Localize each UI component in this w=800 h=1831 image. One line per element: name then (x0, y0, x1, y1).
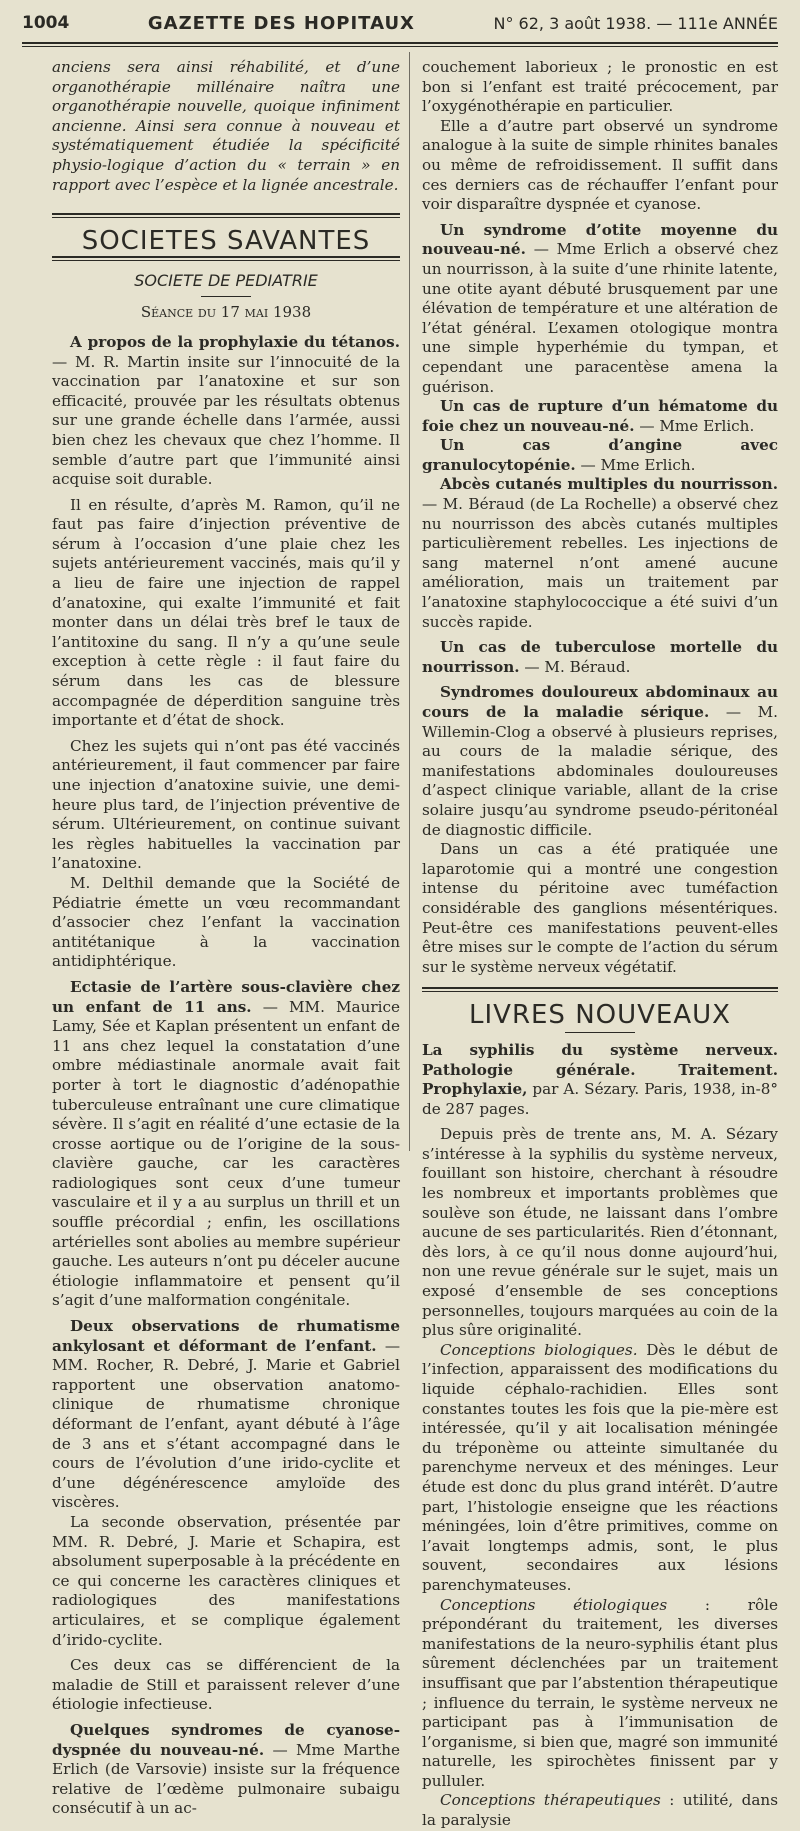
issue-info: N° 62, 3 août 1938. — 111e ANNÉE (493, 13, 778, 33)
article-text: — Mme Marthe Erlich (de Varsovie) insiste sur la fréquence relative de l’œdème pulmonaire subaigu consécutif à un ac- (52, 1740, 400, 1818)
article-rhumatisme (52, 1317, 400, 1513)
paragraph (422, 1596, 778, 1792)
paragraph-text: : rôle prépondérant du traitement, les diverses manifestations de la neuro-syphilis étant plus sûrement déclenchées par un traitement insuffisant que par l’abstention thérapeutique ; influence du terrain, le système nerveux ne participant pas à l’immunisation de l’organisme, si bien que, magré son immunité naturelle, les spirochètes finissent par y pulluler. (422, 1595, 778, 1790)
paragraph: Chez les sujets qui n’ont pas été vaccinés antérieurement, il faut commencer par faire une injection d’anatoxine suivie, une demi-heure plus tard, de l’injection préventive de sérum. Ultérieurement, on continue suivant les règles habituelles la vaccination par l’anatoxine. (52, 736, 400, 873)
article-tuberculose (422, 638, 778, 677)
article-title: Quelques syndromes de cyanose-dyspnée du nouveau-né. (52, 1720, 400, 1759)
paragraph: M. Delthil demande que la Société de Pédiatrie émette un vœu recommandant d’associer chez l’enfant la vaccination antitétanique à la vaccination antidiphtérique. (52, 873, 400, 971)
article-otite (422, 221, 778, 397)
article-title: A propos de la prophylaxie du tétanos. (70, 332, 400, 351)
article-text: — M. Béraud. (519, 657, 631, 676)
paragraph (422, 1341, 778, 1596)
paragraph: Dans un cas a été pratiquée une laparotomie qui a montré une congestion intense du péritoine avec tuméfaction considérable des ganglions mésentériques. Peut-être ces manifestations peuvent-elles être mises sur le compte de l’action du sérum sur le système nerveux végétatif. (422, 840, 778, 976)
article-hematome (422, 397, 778, 436)
article-ectasie (52, 978, 400, 1311)
paragraph: Ces deux cas se différencient de la maladie de Still et paraissent relever d’une étiologie infectieuse. (52, 1656, 400, 1714)
seance-date: Séance du 17 mai 1938 (140, 303, 312, 322)
article-text: — Mme Erlich a observé chez un nourrisson, à la suite d’une rhinite latente, une otite ayant débuté brusquement par une élévation de température et une altération de l’état général. L’examen otologique montra une simple hyperhémie du tympan, et cependant une paracentèse amena la guérison. (422, 240, 778, 396)
short-rule (565, 1032, 635, 1033)
page-number: 1004 (22, 13, 70, 33)
header-rule-thin (22, 46, 778, 47)
article-title: Un cas de tuberculose mortelle du nourrisson. (422, 638, 778, 676)
section-rule (52, 256, 400, 261)
article-text: — MM. Maurice Lamy, Sée et Kaplan présentent un enfant de 11 ans chez lequel la constatation d’une ombre médiastinale anormale avait fait porter à tort le diagnostic d’adénopathie tuberculeuse entraînant une cure climatique sévère. Il s’agit en réalité d’une ectasie de la crosse aortique ou de l’origine de la sous-clavière gauche, car les caractères radiologiques sont ceux d’une tumeur vasculaire et il y a au surplus un thrill et un souffle précordial ; enfin, les oscillations artérielles sont abolies au membre supérieur gauche. Les auteurs n’ont pu déceler aucune étiologie inflammatoire et pensent qu’il s’agit d’une malformation congénitale. (52, 997, 400, 1310)
section-rule (422, 987, 778, 992)
book-title: La syphilis du système nerveux. Pathologie générale. Traitement. Prophylaxie, (422, 1040, 778, 1099)
section-rule (52, 213, 400, 218)
article-title: Deux observations de rhumatisme ankylosant et déformant de l’enfant. (52, 1317, 400, 1355)
article-text: — Mme Erlich. (634, 416, 755, 435)
article-title: Un cas de rupture d’un hématome du foie chez un nouveau-né. (422, 397, 778, 435)
paragraph: Elle a d’autre part observé un syndrome analogue à la suite de simple rhinites banales ou même de refroidissement. Il suffit dans ces derniers cas de réchauffer l’enfant pour voir disparaître dyspnée et cyanose. (422, 116, 778, 214)
paragraph-text: : utilité, dans la paralysie (422, 1791, 778, 1830)
article-authors: — M. R. Martin (52, 352, 180, 371)
article-title: Un syndrome d’otite moyenne du nouveau-né. (422, 220, 778, 259)
header-rule (22, 42, 778, 44)
article-abces (422, 475, 778, 632)
article-text: — MM. Rocher, R. Debré, J. Marie et Gabriel rapportent une observation anatomo-clinique de rhumatisme chronique déformant de l’enfant, ayant débuté à l’âge de 3 ans et s’étant accompagné dans le cours de l’évolution d’une irido-cyclite et d’une dégénérescence amyloïde des viscères. (52, 1336, 401, 1512)
paragraph (422, 1791, 778, 1830)
paragraph: Il en résulte, d’après M. Ramon, qu’il ne faut pas faire d’injection préventive de sérum à l’occasion d’une plaie chez les sujets antérieurement vaccinés, mais qu’il y a lieu de faire une injection de rappel d’anatoxine, qui exalte l’immunité et fait monter dans un délai très bref le taux de l’antitoxine du sang. Il n’y a qu’une seule exception à cette règle : il faut faire du sérum dans les cas de blessure accompagnée de déperdition sanguine très importante et d’état de shock. (52, 495, 400, 730)
paragraph-lead: Conceptions biologiques. (440, 1340, 638, 1359)
article-title: Un cas d’angine avec granulocytopénie. (422, 436, 778, 474)
article-cyanose (52, 1721, 400, 1819)
article-title: Abcès cutanés multiples du nourrisson. (440, 475, 778, 494)
paragraph: La seconde observation, présentée par MM. R. Debré, J. Marie et Schapira, est absolument superposable à la précédente en ce qui concerne les caractères cliniques et radiologiques des manifestations articulaires, et se complique également d’irido-cyclite. (52, 1512, 400, 1649)
paragraph-text: Dès le début de l’infection, apparaissent des modifications du liquide céphalo-rachidien. Elles sont constantes toutes les fois que la pie-mère est intéressée, qu’il y ait localisation méningée du tréponème ou atteinte simultanée du parenchyme nerveux et des méninges. Leur étude est donc du plus grand intérêt. D’autre part, l’histologie enseigne que les réactions méningées, loin d’être primitives, comme on l’avait longtemps admis, sont, le plus souvent, secondaires aux lésions parenchymateuses. (422, 1340, 778, 1594)
article-text: insite sur l’innocuité de la vaccination par l’anatoxine et sur son efficacité, prouvée par les résultats obtenus sur une grande échelle dans l’armée, aussi bien chez les chevaux que chez l’homme. Il semble d’autre part que l’immunité ainsi acquise soit durable. (52, 352, 400, 489)
article-angine (422, 436, 778, 475)
paragraph: couchement laborieux ; le pronostic en est bon si l’enfant est traité précocement, par l’oxygénothérapie en particulier. (422, 58, 778, 116)
page-header (22, 10, 778, 36)
society-title: SOCIETE DE PEDIATRIE (134, 270, 318, 290)
article-title: Syndromes douloureux abdominaux au cours de la maladie sérique. (422, 683, 778, 721)
article-text: — Mme Erlich. (575, 455, 696, 474)
article-syndromes (422, 683, 778, 840)
book-details: par A. Sézary. Paris, 1938, in-8° de 287 pages. (422, 1080, 778, 1118)
right-column (422, 58, 778, 1831)
article-text: — M. Béraud (de La Rochelle) a observé chez nu nourrisson des abcès cutanés multiples particulièrement rebelles. Les injections de sang maternel n’ont amené aucune amélioration, mais un traitement par l’anatoxine staphylococcique a été suivi d’un succès rapide. (422, 495, 778, 631)
left-column (52, 58, 400, 1819)
column-divider (409, 52, 410, 1151)
short-rule (201, 296, 251, 297)
paragraph-lead: Conceptions thérapeutiques (440, 1791, 661, 1810)
article-title: Ectasie de l’artère sous-clavière chez un enfant de 11 ans. (52, 977, 400, 1016)
section-title-livres: LIVRES NOUVEAUX (469, 1000, 731, 1031)
section-title-societes: SOCIETES SAVANTES (81, 226, 371, 257)
article-text: — M. Willemin-Clog a observé à plusieurs reprises, au cours de la maladie sérique, des manifestations abdominales douloureuses d’aspect clinique variable, allant de la crise solaire jusqu’au syndrome pseudo-péritonéal de diagnostic difficile. (422, 703, 778, 839)
article-prophylaxie (52, 333, 400, 490)
paragraph-lead: Conceptions étiologiques (440, 1595, 668, 1614)
intro-paragraph: anciens sera ainsi réhabilité, et d’une organothérapie millénaire naîtra une organothérapie nouvelle, quoique infiniment ancienne. Ainsi sera connue à nouveau et systématiquement étudiée la spécificité physio-logique d’action du « terrain » en rapport avec l’espèce et la lignée ancestrale. (52, 58, 400, 194)
paragraph: Depuis près de trente ans, M. A. Sézary s’intéresse à la syphilis du système nerveux, fouillant son histoire, cherchant à résoudre les nombreux et importants problèmes que soulève son étude, ne laissant dans l’ombre aucune de ses particularités. Rien d’étonnant, dès lors, à ce qu’il nous donne aujourd’hui, non une revue générale sur le sujet, mais un exposé d’ensemble de ses conceptions personnelles, toujours marquées au coin de la plus sûre originalité. (422, 1125, 778, 1340)
journal-title: GAZETTE DES HOPITAUX (147, 12, 415, 34)
book-entry (422, 1041, 778, 1119)
